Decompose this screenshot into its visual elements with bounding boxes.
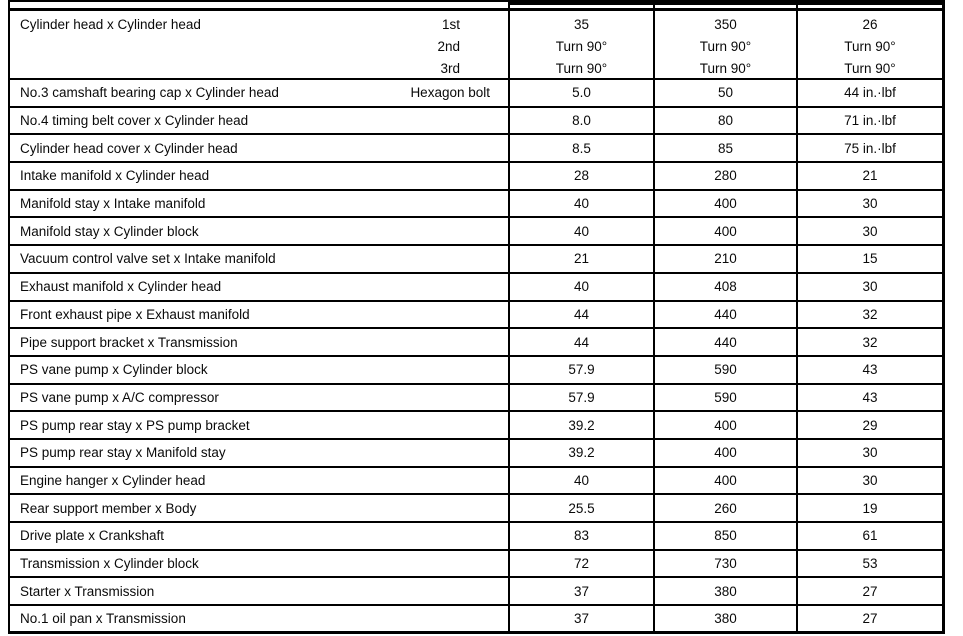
step-labels <box>490 525 508 547</box>
table-row <box>10 578 945 606</box>
value-cell <box>655 11 798 78</box>
part-cell <box>10 329 510 355</box>
value-cell <box>655 191 798 217</box>
part-cell <box>10 523 510 549</box>
value-cell <box>510 274 655 300</box>
step-labels <box>490 248 508 270</box>
value-cell <box>510 11 655 78</box>
value-cell <box>510 523 655 549</box>
part-name: Starter x Transmission <box>20 583 155 599</box>
value: 8.5 <box>572 140 591 156</box>
part-name: Rear support member x Body <box>20 500 197 516</box>
value: 210 <box>714 251 737 267</box>
value: Turn 90° <box>699 39 752 54</box>
cropped-header-cell <box>10 0 510 8</box>
table-row <box>10 606 945 634</box>
value: 35 <box>573 17 590 32</box>
value: 30 <box>862 279 878 295</box>
cropped-header-cell <box>798 0 945 8</box>
value: 21 <box>573 251 590 267</box>
step-labels <box>437 14 508 78</box>
value: 40 <box>573 223 590 239</box>
part-cell <box>10 468 510 494</box>
value-cell <box>655 523 798 549</box>
value-cell <box>798 163 945 189</box>
table-row <box>10 357 945 385</box>
value-cell <box>510 578 655 604</box>
value: 30 <box>862 223 878 239</box>
torque-table-body <box>10 8 945 634</box>
value-cell <box>655 495 798 521</box>
value-cell <box>655 108 798 134</box>
value: Turn 90° <box>844 39 896 54</box>
step-labels <box>490 220 508 242</box>
value: 850 <box>714 528 737 544</box>
value-cell <box>510 412 655 438</box>
value: 260 <box>714 500 737 516</box>
value-cell <box>510 440 655 466</box>
value: 28 <box>573 168 590 184</box>
step-labels <box>490 331 508 353</box>
value-cell <box>655 246 798 272</box>
part-name: PS pump rear stay x PS pump bracket <box>20 417 250 433</box>
value: 61 <box>862 528 878 544</box>
table-row <box>10 329 945 357</box>
part-cell <box>10 218 510 244</box>
value-cell <box>510 468 655 494</box>
value: Turn 90° <box>699 61 752 76</box>
table-row <box>10 274 945 302</box>
part-name: Transmission x Cylinder block <box>20 556 199 572</box>
value: 53 <box>862 556 878 572</box>
value: 75 in.·lbf <box>844 140 896 156</box>
value-cell <box>798 578 945 604</box>
value-cell <box>655 135 798 161</box>
value: 590 <box>714 362 737 378</box>
part-name: Vacuum control valve set x Intake manifold <box>20 251 276 267</box>
value: 32 <box>862 306 878 322</box>
part-cell <box>10 551 510 577</box>
table-row <box>10 551 945 579</box>
value: 400 <box>714 472 737 488</box>
part-name: Front exhaust pipe x Exhaust manifold <box>20 306 250 322</box>
value: 39.2 <box>568 445 595 461</box>
value-cell <box>798 135 945 161</box>
value: 19 <box>862 500 878 516</box>
part-name: Cylinder head cover x Cylinder head <box>20 140 238 156</box>
part-name: PS vane pump x A/C compressor <box>20 389 219 405</box>
part-name: Pipe support bracket x Transmission <box>20 334 238 350</box>
value-cell <box>798 108 945 134</box>
table-row <box>10 218 945 246</box>
value: 40 <box>573 279 590 295</box>
step-labels <box>490 469 508 491</box>
value-cell <box>510 218 655 244</box>
step-labels <box>410 82 508 104</box>
value-cell <box>798 385 945 411</box>
value: 43 <box>862 362 878 378</box>
value-cell <box>655 357 798 383</box>
table-row <box>10 440 945 468</box>
value-cell <box>655 578 798 604</box>
part-cell <box>10 274 510 300</box>
value: 32 <box>862 334 878 350</box>
value-cell <box>798 218 945 244</box>
step-label: 2nd <box>437 39 460 54</box>
value-cell <box>510 163 655 189</box>
value: 80 <box>717 113 734 129</box>
table-row <box>10 135 945 163</box>
part-name: PS pump rear stay x Manifold stay <box>20 445 226 461</box>
value-cell <box>798 274 945 300</box>
value: 30 <box>862 472 878 488</box>
value-cell <box>510 108 655 134</box>
value: 350 <box>714 17 737 32</box>
value: 83 <box>573 528 590 544</box>
value: 85 <box>717 140 734 156</box>
table-row <box>10 108 945 136</box>
table-row <box>10 191 945 219</box>
value: 400 <box>714 445 737 461</box>
value-cell <box>510 80 655 106</box>
part-cell <box>10 440 510 466</box>
table-row <box>10 302 945 330</box>
value-cell <box>798 551 945 577</box>
value-cell <box>798 191 945 217</box>
value-cell <box>510 135 655 161</box>
value: 21 <box>862 168 878 184</box>
value: 440 <box>714 334 737 350</box>
part-name: PS vane pump x Cylinder block <box>20 362 208 378</box>
value: 37 <box>573 610 590 626</box>
step-labels <box>490 497 508 519</box>
value: 72 <box>573 556 590 572</box>
value-cell <box>655 329 798 355</box>
step-labels <box>490 276 508 298</box>
value: 590 <box>714 389 737 405</box>
value-cell <box>510 551 655 577</box>
value-cell <box>655 412 798 438</box>
step-labels <box>490 580 508 602</box>
value: 30 <box>862 196 878 212</box>
value: 39.2 <box>568 417 595 433</box>
value-cell <box>798 412 945 438</box>
part-cell <box>10 412 510 438</box>
step-labels <box>490 193 508 215</box>
value: 27 <box>862 610 878 626</box>
table-row <box>10 246 945 274</box>
value: 5.0 <box>572 85 591 101</box>
value: 40 <box>573 472 590 488</box>
value: 44 in.·lbf <box>844 85 896 101</box>
table-row <box>10 468 945 496</box>
value: 440 <box>714 306 737 322</box>
value-cell <box>510 302 655 328</box>
table-row <box>10 8 945 80</box>
part-cell <box>10 357 510 383</box>
table-row <box>10 523 945 551</box>
table-row <box>10 163 945 191</box>
value: 29 <box>862 417 878 433</box>
value: 400 <box>714 417 737 433</box>
value: 30 <box>862 445 878 461</box>
value-cell <box>655 218 798 244</box>
value-cell <box>798 468 945 494</box>
value: 380 <box>714 583 737 599</box>
part-name: Drive plate x Crankshaft <box>20 528 165 544</box>
value-cell <box>655 468 798 494</box>
value-cell <box>510 606 655 631</box>
cropped-header-row <box>10 0 945 8</box>
cropped-header-cell <box>655 0 798 8</box>
value-cell <box>510 246 655 272</box>
value: Turn 90° <box>555 39 608 54</box>
value: Turn 90° <box>844 61 896 76</box>
part-cell <box>10 495 510 521</box>
part-name: No.1 oil pan x Transmission <box>20 610 186 626</box>
part-name: Engine hanger x Cylinder head <box>20 472 206 488</box>
value: 44 <box>573 306 590 322</box>
step-labels <box>490 414 508 436</box>
value: 26 <box>862 17 878 32</box>
value: 400 <box>714 223 737 239</box>
part-name: No.3 camshaft bearing cap x Cylinder head <box>20 85 279 101</box>
part-cell <box>10 302 510 328</box>
value-cell <box>510 495 655 521</box>
torque-spec-table <box>8 0 945 634</box>
value: 15 <box>862 251 878 267</box>
value-cell <box>798 246 945 272</box>
value: 44 <box>573 334 590 350</box>
step-labels <box>490 165 508 187</box>
value-cell <box>510 357 655 383</box>
step-labels <box>490 386 508 408</box>
value: 380 <box>714 610 737 626</box>
value-cell <box>655 302 798 328</box>
value: 8.0 <box>572 113 591 129</box>
value-cell <box>798 80 945 106</box>
step-label: Hexagon bolt <box>410 84 490 100</box>
part-name: Exhaust manifold x Cylinder head <box>20 279 222 295</box>
value: 400 <box>714 196 737 212</box>
step-labels <box>490 553 508 575</box>
part-cell <box>10 578 510 604</box>
part-cell <box>10 108 510 134</box>
part-name: Manifold stay x Intake manifold <box>20 196 206 212</box>
value-cell <box>655 606 798 631</box>
value-cell <box>655 274 798 300</box>
cropped-header-cell <box>510 0 655 8</box>
part-name: Cylinder head x Cylinder head <box>20 17 201 32</box>
step-label: 3rd <box>440 61 460 76</box>
value: 280 <box>714 168 737 184</box>
value-cell <box>798 357 945 383</box>
value-cell <box>655 163 798 189</box>
part-cell <box>10 246 510 272</box>
value: 25.5 <box>568 500 595 516</box>
part-name: Manifold stay x Cylinder block <box>20 223 199 239</box>
part-name: Intake manifold x Cylinder head <box>20 168 210 184</box>
value: 57.9 <box>568 389 595 405</box>
value-cell <box>798 11 945 78</box>
value: 27 <box>862 583 878 599</box>
part-cell <box>10 11 510 78</box>
value-cell <box>798 606 945 631</box>
value: 71 in.·lbf <box>844 113 896 129</box>
part-cell <box>10 80 510 106</box>
value-cell <box>798 440 945 466</box>
value: 40 <box>573 196 590 212</box>
value-cell <box>510 191 655 217</box>
table-row <box>10 385 945 413</box>
step-labels <box>490 110 508 132</box>
value-cell <box>798 523 945 549</box>
value: 408 <box>714 279 737 295</box>
value-cell <box>655 440 798 466</box>
value-cell <box>798 302 945 328</box>
value: 730 <box>714 556 737 572</box>
value-cell <box>655 80 798 106</box>
part-name: No.4 timing belt cover x Cylinder head <box>20 113 249 129</box>
table-row <box>10 495 945 523</box>
value-cell <box>798 329 945 355</box>
value: 57.9 <box>568 362 595 378</box>
step-label: 1st <box>441 17 460 32</box>
value-cell <box>655 385 798 411</box>
part-cell <box>10 163 510 189</box>
step-labels <box>490 442 508 464</box>
value: 37 <box>573 583 590 599</box>
part-cell <box>10 385 510 411</box>
step-labels <box>490 303 508 325</box>
part-cell <box>10 135 510 161</box>
table-row <box>10 80 945 108</box>
step-labels <box>490 137 508 159</box>
step-labels <box>490 359 508 381</box>
part-cell <box>10 606 510 631</box>
part-cell <box>10 191 510 217</box>
value: 50 <box>717 85 734 101</box>
value-cell <box>510 329 655 355</box>
value-cell <box>655 551 798 577</box>
step-labels <box>490 607 508 629</box>
table-row <box>10 412 945 440</box>
value-cell <box>798 495 945 521</box>
value-cell <box>510 385 655 411</box>
value: 43 <box>862 389 878 405</box>
value: Turn 90° <box>555 61 608 76</box>
